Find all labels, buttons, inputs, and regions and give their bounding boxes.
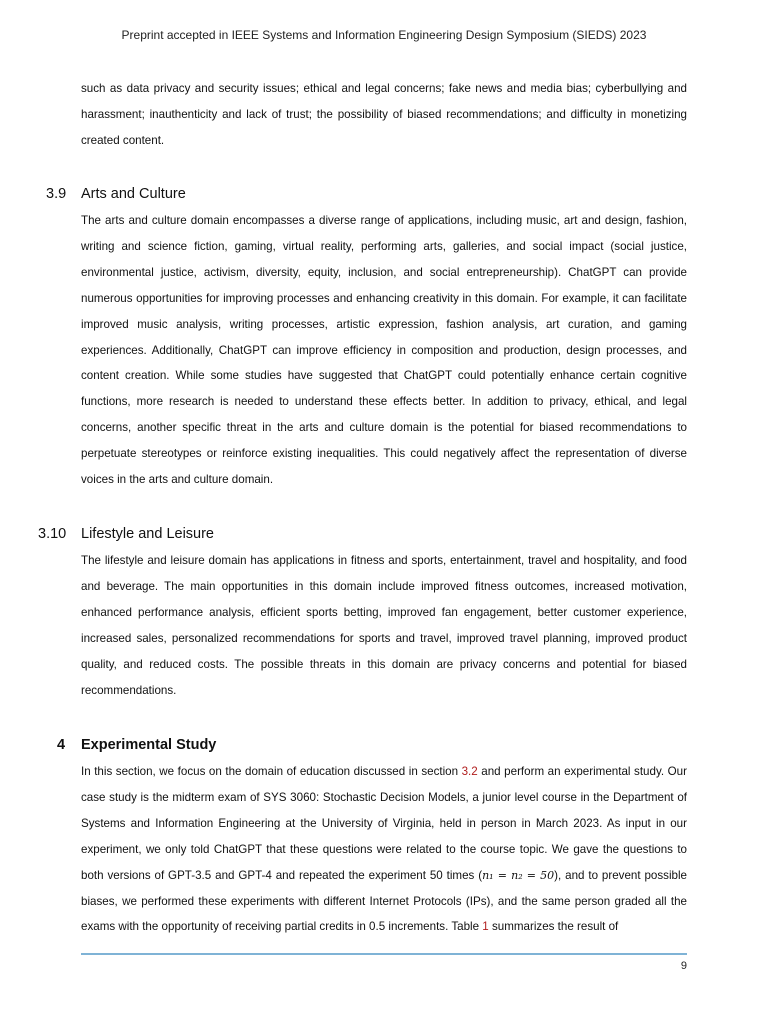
math-expression: n₁ = n₂ = 50 xyxy=(482,868,555,882)
section-number-3-10: 3.10 xyxy=(38,526,67,542)
section-reference-link[interactable]: 3.2 xyxy=(461,765,478,778)
section-number-4: 4 xyxy=(57,737,66,753)
section-title-experimental-study: Experimental Study xyxy=(81,737,217,753)
footer-rule xyxy=(81,953,687,955)
section-number-3-9: 3.9 xyxy=(46,186,67,202)
section-title-lifestyle-leisure: Lifestyle and Leisure xyxy=(81,526,214,542)
paragraph-experimental-study xyxy=(81,759,687,940)
text-run: summarizes the result of xyxy=(491,920,619,934)
paragraph-arts-culture: The arts and culture domain encompasses a diverse range of applications, including music, art and design, fashion, writing and science fiction, gaming, virtual reality, performing arts, galleries, and social impact (social justice, environmental justice, activism, diversity, equity, inclusion, and social entrepreneurship). ChatGPT can provide numerous opportunities for improving processes and enhancing creativity in this domain. For example, it can facilitate improved music analysis, writing processes, artistic expression, fashion analysis, art curation, and gaming experiences. Additionally, ChatGPT can improve efficiency in composition and production, design processes, and content creation. While some studies have suggested that ChatGPT could potentially enhance certain cognitive functions, more research is needed to understand these effects better. In addition to privacy, ethical, and legal concerns, another specific threat in the arts and culture domain is the potential for biased recommendations to perpetuate stereotypes or reinforce existing inequalities. This could negatively affect the representation of diverse voices in the arts and culture domain. xyxy=(81,214,687,487)
section-title-arts-culture: Arts and Culture xyxy=(81,186,186,202)
table-reference-link[interactable]: 1 xyxy=(482,920,489,934)
paragraph-lifestyle-leisure: The lifestyle and leisure domain has applications in fitness and sports, entertainment, travel and hospitality, and food and beverage. The main opportunities in this domain include improved fitness outcomes, increased motivation, enhanced performance analysis, efficient sports betting, improved fan engagement, better customer experience, increased sales, personalized recommendations for sports and travel, improved travel planning, improved product quality, and reduced costs. The possible threats in this domain are privacy concerns and potential for biased recommendations. xyxy=(81,554,687,697)
text-run: In this section, we focus on the domain of education discussed in section xyxy=(81,765,459,778)
page-number: 9 xyxy=(680,960,687,972)
text-run: and perform an experimental study. Our case study is the midterm exam of SYS 3060: Stochastic Decision Models, a junior level course in the Department of Systems and Information Engineering at the University of Virginia, held in person in March 2023. As input in our experiment, we only told ChatGPT that these questions were related to the course topic. We gave the questions to both versions of GPT-3.5 and GPT-4 and repeated the experiment 50 times ( xyxy=(81,765,687,882)
text-run: ), and to prevent possible biases, we performed these experiments with different Internet Protocols (IPs), and the same person graded all the exams with the opportunity of receiving partial credits in 0.5 increments. Table xyxy=(81,868,687,934)
running-head: Preprint accepted in IEEE Systems and Information Engineering Design Symposium (SIEDS) 2023 xyxy=(121,28,647,42)
intro-paragraph: such as data privacy and security issues; ethical and legal concerns; fake news and media bias; cyberbullying and harassment; inauthenticity and lack of trust; the possibility of biased recommendations; and difficulty in monetizing created content. xyxy=(81,82,687,147)
